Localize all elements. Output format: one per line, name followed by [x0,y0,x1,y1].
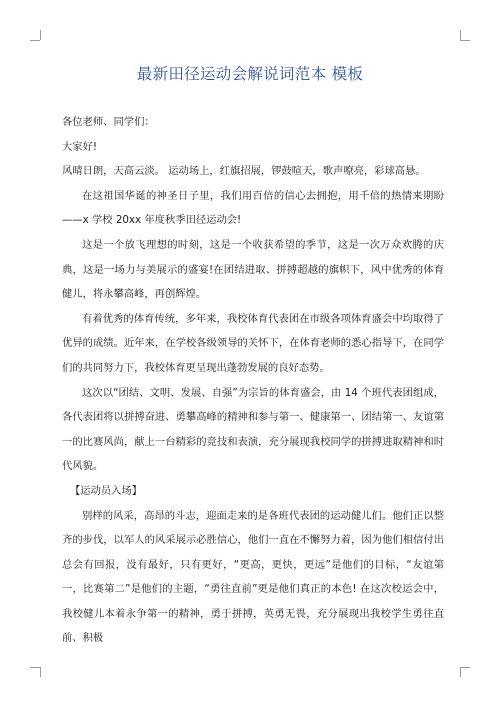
paragraph-opening: 在这祖国华诞的神圣日子里，我们用百倍的信心去拥抱，用千倍的热情来期盼——x 学校 20xx 年度秋季田径运动会! [62,189,444,227]
paragraph-celebration: 这是一个放飞理想的时刻，这是一个收获希望的季节，这是一次万众欢腾的庆典，这是一场力与美展示的盛宴!在团结进取、拼搏超越的旗帜下，风中优秀的体育健儿，将永攀高峰，再创辉煌。 [62,238,444,301]
greeting: 大家好! [62,140,98,153]
section-heading-athletes-entry: 【运动员入场】 [70,484,143,497]
document-body [62,110,444,651]
paragraph-tradition: 有着优秀的体育传统，多年来，我校体育代表团在市级各项体育盛会中均取得了优异的成绩。近年来，在学校各级领导的关怀下，在体育老师的悉心指导下，在同学们的共同努力下，我校体育更呈现出蓬勃发展的良好态势。 [62,312,444,374]
paragraph-athletes: 别样的风采，高昂的斗志，迎面走来的是各班代表团的运动健儿们。他们正以整齐的步伐，以军人的风采展示必胜信心，他们一直在不懈努力着，因为他们相信付出总会有回报，没有最好，只有更好，“更高，更快，更远”是他们的目标，“友谊第一，比赛第二”是他们的主题，“勇往直前”更是他们真正的本色! 在这次校运会中，我校健儿本着永争第一的精神，勇于拼搏，英勇无畏，充分展现出我校学生勇往直前、积极 [62,509,444,645]
salutation: 各位老师、同学们： [62,116,155,128]
paragraph-purpose: 这次以“团结、文明、发展、自强”为宗旨的体育盛会，由 14 个班代表团组成，各代表团将以拼搏奋进、勇攀高峰的精神和参与第一、健康第一、团结第一、友谊第一的比赛风尚，献上一台精彩的竞技和表演，充分展现我校同学的拼搏进取精神和时代风貌。 [62,386,444,473]
document-title: 最新田径运动会解说词范本 模板 [136,65,364,83]
paragraph-weather: 风晴日朗，天高云淡。 运动场上，红旗招展，锣鼓喧天，歌声嘹亮，彩球高悬。 [62,165,426,178]
